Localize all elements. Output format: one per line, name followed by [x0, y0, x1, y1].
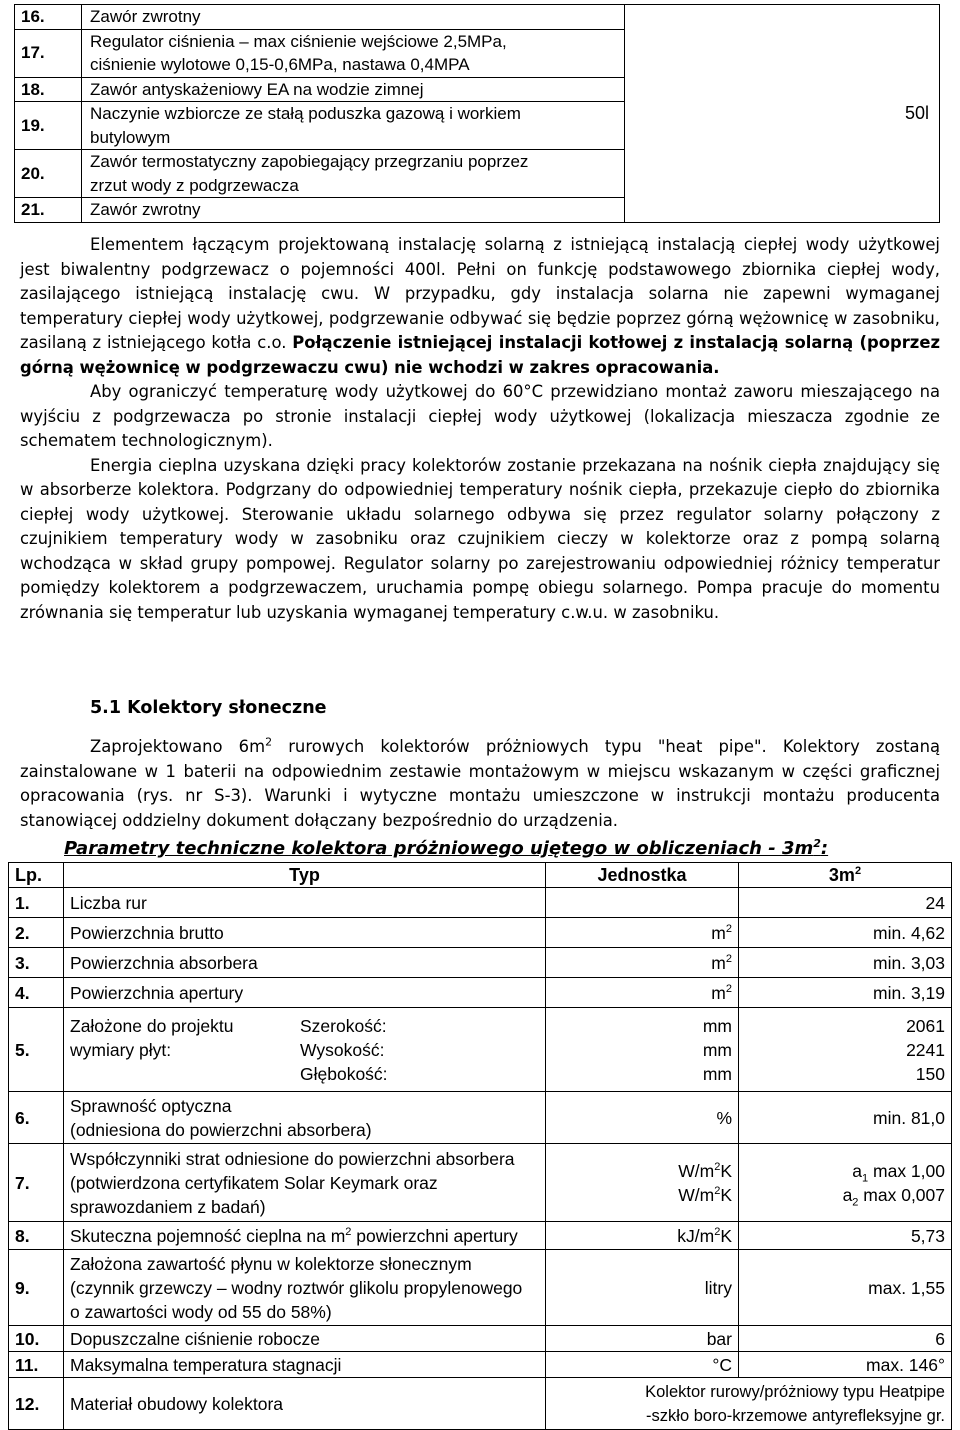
paragraph-text: Elementem łączącym projektowaną instalację solarną z istniejącą instalacją ciepłej wody użytkowej jest biwalentny podgrzewacz o pojemności 400l. Pełni on funkcję podstawowego zbiornika ciepłej wody, zasilającego istniejącą instalację cwu. W przypadku, gdy instalacja solarna nie zapewni wymaganej temperatury ciepłej wody użytkowej, podgrzewanie odbywać się będzie poprzez górną wężownicę w zasobniku, zasilaną z istniejącego kotła c.o. — [20, 235, 940, 352]
table-row — [15, 5, 940, 30]
row-typ: Powierzchnia absorbera — [64, 948, 546, 978]
row-lp: 6. — [9, 1092, 64, 1144]
table-header-row — [9, 863, 952, 888]
table-row — [9, 978, 952, 1008]
row-value — [739, 1008, 952, 1092]
dims-names — [300, 1014, 539, 1086]
row-lp: 10. — [9, 1326, 64, 1352]
unit-text: W/m — [678, 1184, 715, 1205]
typ-line: Założone do projektu — [70, 1015, 234, 1036]
row-number: 16. — [15, 5, 82, 30]
row-lp: 1. — [9, 888, 64, 918]
row-description — [82, 29, 625, 77]
desc-line: ciśnienie wylotowe 0,15-0,6MPa, nastawa 0,4MPA — [90, 55, 470, 74]
row-value: min. 4,62 — [739, 918, 952, 948]
row-typ: Liczba rur — [64, 888, 546, 918]
row-lp: 3. — [9, 948, 64, 978]
row-unit — [546, 1144, 739, 1222]
unit-text: W/m — [678, 1160, 715, 1181]
value-line: 2061 — [906, 1015, 945, 1036]
table-row — [9, 1352, 952, 1378]
unit-text: m — [711, 952, 726, 973]
superscript: 2 — [725, 982, 732, 995]
row-typ — [64, 1008, 546, 1092]
unit-line: mm — [702, 1039, 732, 1060]
row-number: 17. — [15, 29, 82, 77]
col-header-lp: Lp. — [9, 863, 64, 888]
subscript: 2 — [852, 1196, 859, 1208]
dim-name: Głębokość: — [300, 1063, 388, 1084]
typ-line: wymiary płyt: — [70, 1039, 172, 1060]
paragraph: Aby ograniczyć temperaturę wody użytkowej do 60°C przewidziano montaż zaworu mieszającego na wyjściu z podgrzewacza po stronie instalacji ciepłej wody użytkowej (lokalizacja mieszacza zgodnie ze schematem technologicznym). — [20, 382, 940, 450]
section-heading: 5.1 Kolektory słoneczne — [90, 698, 327, 718]
row-lp: 12. — [9, 1378, 64, 1430]
row-number: 21. — [15, 198, 82, 223]
row-unit — [546, 918, 739, 948]
paragraph — [20, 735, 940, 833]
value-line: Kolektor rurowy/próżniowy typu Heatpipe — [645, 1382, 945, 1401]
row-typ — [64, 1250, 546, 1326]
row-unit: °C — [546, 1352, 739, 1378]
row-value: 5,73 — [739, 1222, 952, 1250]
row-number: 20. — [15, 150, 82, 198]
value-text: a — [842, 1184, 853, 1205]
table-title-text: Parametry techniczne kolektora próżniowego ujętego w obliczeniach - 3m — [64, 838, 814, 859]
row-typ: Powierzchnia brutto — [64, 918, 546, 948]
row-typ — [64, 1222, 546, 1250]
row-unit: bar — [546, 1326, 739, 1352]
desc-line: zrzut wody z podgrzewacza — [90, 175, 299, 195]
row-lp: 4. — [9, 978, 64, 1008]
unit-line: mm — [702, 1063, 732, 1084]
paragraph: Energia cieplna uzyskana dzięki pracy kolektorów zostanie przekazana na nośnik ciepła znajdujący się w absorberze kolektora. Podgrzany do odpowiedniej temperatury nośnik ciepła, przekazuje ciepło do zbiornika ciepłej wody użytkowej. Sterowanie układu solarnego odbywa się przez regulator solarny połączony z czujnikiem temperatury wody w zasobniku oraz czujnikiem cieczy w kolektorze oraz z pompą solarną wchodząca w skład grupy pompowej. Regulator solarny po zarejestrowaniu odpowiedniej różnicy temperatur pomiędzy kolektorem a podgrzewaczem, uruchamia pompę obiegu solarnego. Pompa pracuje do momentu zrównania się temperatur lub uzyskania wymaganej temperatury c.w.u. w zasobniku. — [20, 455, 940, 622]
row-lp: 9. — [9, 1250, 64, 1326]
value-line: 150 — [915, 1063, 945, 1084]
table-title-colon: : — [820, 838, 829, 859]
fittings-table — [14, 4, 940, 223]
col-header-value — [739, 863, 952, 888]
row-unit: litry — [546, 1250, 739, 1326]
table-row — [9, 1250, 952, 1326]
unit-text: K — [720, 1184, 732, 1205]
row-value: min. 3,03 — [739, 948, 952, 978]
unit-text: kJ/m — [677, 1225, 715, 1246]
row-typ: Materiał obudowy kolektora — [64, 1378, 546, 1430]
unit-text: m — [711, 922, 726, 943]
superscript: 2 — [813, 837, 821, 850]
value-line: 2241 — [906, 1039, 945, 1060]
value-text: max 0,007 — [858, 1184, 945, 1205]
row-lp: 5. — [9, 1008, 64, 1092]
table-row — [9, 918, 952, 948]
paragraph-text: rurowych kolektorów próżniowych typu "heat pipe". Kolektory zostaną zainstalowane w 1 baterii na odpowiednim zestawie montażowym w miejscu wskazanym w części graficznej opracowania (rys. nr S-3). Warunki i wytyczne montażu umieszczone w instrukcji montażu producenta stanowiącej oddzielny dokument dołączany bezpośrednio do urządzenia. — [20, 737, 941, 830]
superscript: 2 — [345, 1225, 352, 1238]
row-typ: Dopuszczalne ciśnienie robocze — [64, 1326, 546, 1352]
typ-line: Sprawność optyczna — [70, 1095, 232, 1116]
row-typ — [64, 1144, 546, 1222]
superscript: 2 — [725, 922, 732, 935]
body-text-block-1 — [20, 233, 940, 625]
desc-line: butylowym — [90, 127, 171, 147]
unit-text: m — [711, 982, 726, 1003]
row-unit — [546, 978, 739, 1008]
value-text: a — [852, 1160, 863, 1181]
row-value: min. 3,19 — [739, 978, 952, 1008]
row-number: 19. — [15, 102, 82, 150]
value-text: max 1,00 — [868, 1160, 945, 1181]
dim-name: Szerokość: — [300, 1015, 387, 1036]
table-row — [9, 888, 952, 918]
dim-name: Wysokość: — [300, 1039, 385, 1060]
row-description: Zawór zwrotny — [82, 198, 625, 223]
row-value: 24 — [739, 888, 952, 918]
typ-line: (odniesiona do powierzchni absorbera) — [70, 1119, 372, 1140]
dims-label — [70, 1014, 300, 1086]
typ-text: Skuteczna pojemność cieplna na m — [70, 1225, 346, 1246]
volume-value: 50l — [904, 102, 929, 123]
row-value: max. 146° — [739, 1352, 952, 1378]
table-row — [9, 1092, 952, 1144]
row-number: 18. — [15, 77, 82, 102]
superscript: 2 — [714, 1160, 721, 1173]
desc-line: Naczynie wzbiorcze ze stałą poduszka gazową i workiem — [90, 104, 521, 123]
superscript: 2 — [714, 1184, 721, 1197]
value-line: -szkło boro-krzemowe antyrefleksyjne gr. — [646, 1406, 945, 1425]
row-unit — [546, 1008, 739, 1092]
table-row — [9, 1378, 952, 1430]
desc-line: Regulator ciśnienia – max ciśnienie wejściowe 2,5MPa, — [90, 31, 507, 51]
row-typ — [64, 1092, 546, 1144]
row-value: min. 81,0 — [739, 1092, 952, 1144]
superscript: 2 — [854, 865, 862, 877]
col-header-typ: Typ — [64, 863, 546, 888]
typ-line: Współczynniki strat odniesione do powierzchni absorbera — [70, 1148, 515, 1169]
superscript: 2 — [725, 952, 732, 965]
parameters-table — [8, 862, 952, 1430]
row-unit — [546, 1222, 739, 1250]
subscript: 1 — [862, 1172, 869, 1184]
paragraph-bold-text: Połączenie istniejącej instalacji kotłowej z instalacją solarną (poprzez górną wężownicę w podgrzewaczu cwu) nie wchodzi w zakres opracowania. — [20, 333, 940, 377]
typ-line: Założona zawartość płynu w kolektorze słonecznym — [70, 1253, 472, 1274]
table-row — [9, 1008, 952, 1092]
row-value: max. 1,55 — [739, 1250, 952, 1326]
row-lp: 2. — [9, 918, 64, 948]
typ-text: powierzchni apertury — [351, 1225, 518, 1246]
dimensions-grid — [70, 1014, 539, 1086]
row-description: Zawór antyskażeniowy EA na wodzie zimnej — [82, 77, 625, 102]
desc-line: Zawór termostatyczny zapobiegający przegrzaniu poprzez — [90, 152, 529, 171]
unit-line — [552, 1159, 732, 1183]
paragraph — [20, 233, 940, 380]
row-value — [546, 1378, 952, 1430]
unit-line: mm — [702, 1015, 732, 1036]
value-line — [745, 1159, 945, 1183]
row-unit — [546, 948, 739, 978]
row-description — [82, 102, 625, 150]
typ-line: (potwierdzona certyfikatem Solar Keymark oraz — [70, 1172, 438, 1193]
row-value — [625, 5, 940, 223]
row-lp: 7. — [9, 1144, 64, 1222]
value-line — [745, 1183, 945, 1207]
superscript: 2 — [714, 1225, 721, 1238]
row-unit — [546, 888, 739, 918]
row-lp: 11. — [9, 1352, 64, 1378]
unit-text: K — [720, 1225, 732, 1246]
table-row — [9, 1144, 952, 1222]
typ-line: sprawozdaniem z badań) — [70, 1196, 266, 1217]
row-description: Zawór zwrotny — [82, 5, 625, 30]
header-value-text: 3m — [828, 865, 855, 885]
row-typ: Maksymalna temperatura stagnacji — [64, 1352, 546, 1378]
table-row — [9, 948, 952, 978]
table-row — [9, 1222, 952, 1250]
typ-line: o zawartości wody od 55 do 58%) — [70, 1301, 332, 1322]
row-value: 6 — [739, 1326, 952, 1352]
body-text-block-2 — [20, 735, 940, 833]
row-value — [739, 1144, 952, 1222]
typ-line: (czynnik grzewczy – wodny roztwór glikolu propylenowego — [70, 1277, 523, 1298]
row-unit: % — [546, 1092, 739, 1144]
table-row — [9, 1326, 952, 1352]
row-lp: 8. — [9, 1222, 64, 1250]
table-title — [64, 838, 828, 859]
row-typ: Powierzchnia apertury — [64, 978, 546, 1008]
unit-text: K — [720, 1160, 732, 1181]
paragraph-text: Zaprojektowano 6m — [90, 737, 266, 756]
col-header-unit: Jednostka — [546, 863, 739, 888]
row-description — [82, 150, 625, 198]
superscript: 2 — [265, 735, 273, 749]
unit-line — [552, 1183, 732, 1207]
